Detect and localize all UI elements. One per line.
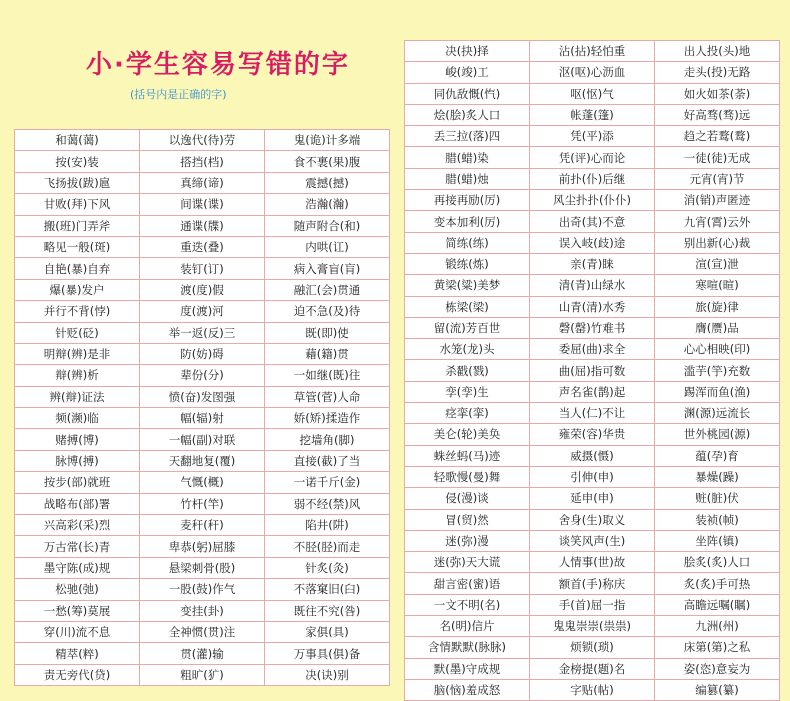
word-cell: 装钉(订) [140, 258, 265, 279]
word-cell: 按(安)装 [15, 151, 140, 172]
word-cell: 山青(清)水秀 [530, 296, 655, 317]
table-row [405, 445, 780, 466]
table-row [15, 643, 390, 664]
word-cell: 明辩(辨)是非 [15, 343, 140, 364]
word-cell: 娇(矫)揉造作 [265, 408, 390, 429]
word-cell: 前扑(仆)后继 [530, 168, 655, 189]
word-cell: 一愁(筹)莫展 [15, 600, 140, 621]
table-row [15, 365, 390, 386]
word-cell: 不落窠旧(臼) [265, 579, 390, 600]
word-cell: 呕(怄)气 [530, 83, 655, 104]
word-cell: 一如继(既)往 [265, 365, 390, 386]
table-row [15, 536, 390, 557]
word-cell: 略见一般(斑) [15, 236, 140, 257]
word-cell: 度(渡)河 [140, 301, 265, 322]
table-row [405, 190, 780, 211]
word-cell: 曲(屈)指可数 [530, 360, 655, 381]
word-cell: 九洲(州) [655, 616, 780, 637]
table-row [405, 253, 780, 274]
table-row [15, 472, 390, 493]
word-cell: 雍荣(容)华贵 [530, 424, 655, 445]
word-cell: 迷(弥)天大谎 [405, 552, 530, 573]
word-cell: 赌搏(博) [15, 429, 140, 450]
word-cell: 走头(投)无路 [655, 62, 780, 83]
word-cell: 穿(川)流不息 [15, 621, 140, 642]
word-cell: 直接(截)了当 [265, 450, 390, 471]
word-cell: 鬼鬼崇崇(祟祟) [530, 616, 655, 637]
word-cell: 孪(孪)生 [405, 381, 530, 402]
table-row [15, 215, 390, 236]
table-row [405, 317, 780, 338]
word-cell: 引伸(申) [530, 466, 655, 487]
word-cell: 爆(暴)发户 [15, 279, 140, 300]
table-row [405, 381, 780, 402]
table-row [405, 424, 780, 445]
word-cell: 亲(青)睐 [530, 253, 655, 274]
word-cell: 辨(辩)证法 [15, 386, 140, 407]
word-cell: 清(青)山绿水 [530, 275, 655, 296]
word-cell: 再接再励(厉) [405, 190, 530, 211]
table-row [405, 530, 780, 551]
word-cell: 延申(申) [530, 488, 655, 509]
word-cell: 既往不究(咎) [265, 600, 390, 621]
word-cell: 蕴(孕)育 [655, 445, 780, 466]
table-row [405, 296, 780, 317]
word-cell: 迫不急(及)待 [265, 301, 390, 322]
table-row [15, 151, 390, 172]
word-cell: 误入岐(歧)途 [530, 232, 655, 253]
word-cell: 一诺千斤(金) [265, 472, 390, 493]
word-cell: 浩瀚(瀚) [265, 194, 390, 215]
table-row [405, 275, 780, 296]
word-cell: 通谍(牒) [140, 215, 265, 236]
table-row [405, 232, 780, 253]
word-cell: 挖墙角(脚) [265, 429, 390, 450]
word-cell: 人情事(世)故 [530, 552, 655, 573]
word-cell: 悬梁刺骨(股) [140, 557, 265, 578]
word-cell: 名(明)信片 [405, 616, 530, 637]
word-cell: 决(诀)别 [265, 664, 390, 685]
word-cell: 沤(呕)心沥血 [530, 62, 655, 83]
table-row [15, 408, 390, 429]
left-word-table [14, 129, 390, 686]
word-cell: 装祯(帧) [655, 509, 780, 530]
word-cell: 天翻地复(覆) [140, 450, 265, 471]
word-cell: 腊(蜡)染 [405, 147, 530, 168]
table-row [405, 168, 780, 189]
word-cell: 陷井(阱) [265, 515, 390, 536]
page-subtitle: (括号内是正确的字) [130, 88, 227, 101]
word-cell: 含情默默(脉脉) [405, 637, 530, 658]
table-row [405, 104, 780, 125]
table-row [405, 211, 780, 232]
word-cell: 渲(宣)泄 [655, 253, 780, 274]
word-cell: 家俱(具) [265, 621, 390, 642]
table-row [15, 386, 390, 407]
table-row [405, 466, 780, 487]
word-cell: 不胫(胫)而走 [265, 536, 390, 557]
word-cell: 金榜提(题)名 [530, 658, 655, 679]
word-cell: 渡(度)假 [140, 279, 265, 300]
table-row [405, 679, 780, 700]
word-cell: 针炙(灸) [265, 557, 390, 578]
word-cell: 搭挡(档) [140, 151, 265, 172]
word-cell: 渊(源)远流长 [655, 403, 780, 424]
word-cell: 旅(旋)律 [655, 296, 780, 317]
word-cell: 一股(鼓)作气 [140, 579, 265, 600]
word-cell: 冒(贸)然 [405, 509, 530, 530]
word-cell: 脑(恼)羞成怒 [405, 679, 530, 700]
word-cell: 幅(辐)射 [140, 408, 265, 429]
table-row [405, 616, 780, 637]
word-cell: 凭(评)心而论 [530, 147, 655, 168]
table-row [15, 493, 390, 514]
word-cell: 频(濒)临 [15, 408, 140, 429]
page-title: 小·学生容易写错的字 [86, 50, 350, 80]
word-cell: 精萃(粹) [15, 643, 140, 664]
table-row [15, 343, 390, 364]
word-cell: 内哄(讧) [265, 236, 390, 257]
word-cell: 高瞻远嘱(瞩) [655, 594, 780, 615]
word-cell: 一徒(徒)无成 [655, 147, 780, 168]
word-cell: 沾(拈)轻怕重 [530, 41, 655, 62]
word-cell: 食不裹(果)腹 [265, 151, 390, 172]
word-cell: 默(墨)守成规 [405, 658, 530, 679]
word-cell: 赃(脏)伏 [655, 488, 780, 509]
table-row [405, 62, 780, 83]
word-cell: 气慨(概) [140, 472, 265, 493]
table-row [15, 236, 390, 257]
word-cell: 炙(炙)手可热 [655, 573, 780, 594]
word-cell: 万古常(长)青 [15, 536, 140, 557]
word-cell: 卑恭(躬)屈膝 [140, 536, 265, 557]
word-cell: 好高骛(骛)远 [655, 104, 780, 125]
word-cell: 辩(辨)析 [15, 365, 140, 386]
word-cell: 轻歌慢(曼)舞 [405, 466, 530, 487]
word-cell: 膺(赝)品 [655, 317, 780, 338]
word-cell: 字贴(帖) [530, 679, 655, 700]
word-cell: 战略布(部)署 [15, 493, 140, 514]
word-cell: 烩(脍)炙人口 [405, 104, 530, 125]
word-cell: 出奇(其)不意 [530, 211, 655, 232]
word-cell: 弱不经(禁)风 [265, 493, 390, 514]
word-cell: 并行不背(悖) [15, 301, 140, 322]
table-row [405, 509, 780, 530]
table-row [15, 429, 390, 450]
table-row [405, 637, 780, 658]
word-cell: 以逸代(待)劳 [140, 130, 265, 151]
word-cell: 水笼(龙)头 [405, 339, 530, 360]
word-cell: 按步(部)就班 [15, 472, 140, 493]
table-row [405, 360, 780, 381]
word-cell: 一文不明(名) [405, 594, 530, 615]
word-cell: 出人投(头)地 [655, 41, 780, 62]
table-row [15, 515, 390, 536]
table-row [15, 194, 390, 215]
word-cell: 寒喧(暄) [655, 275, 780, 296]
word-cell: 震撼(撼) [265, 172, 390, 193]
word-cell: 迷(弥)漫 [405, 530, 530, 551]
word-cell: 防(妨)碍 [140, 343, 265, 364]
table-row [15, 301, 390, 322]
table-row [405, 403, 780, 424]
word-cell: 和蔼(蔼) [15, 130, 140, 151]
word-cell: 心心相映(印) [655, 339, 780, 360]
word-cell: 腊(蜡)烛 [405, 168, 530, 189]
table-row [15, 450, 390, 471]
word-cell: 兴高彩(采)烈 [15, 515, 140, 536]
word-cell: 松驰(弛) [15, 579, 140, 600]
word-cell: 手(首)屈一指 [530, 594, 655, 615]
word-cell: 飞扬拔(跋)扈 [15, 172, 140, 193]
word-cell: 藉(籍)贯 [265, 343, 390, 364]
word-cell: 真缔(谛) [140, 172, 265, 193]
word-cell: 姿(恣)意妄为 [655, 658, 780, 679]
table-row [405, 594, 780, 615]
word-cell: 既(即)使 [265, 322, 390, 343]
word-cell: 元宵(宵)节 [655, 168, 780, 189]
right-word-table [404, 40, 780, 701]
table-row [15, 172, 390, 193]
word-cell: 风尘扑扑(仆仆) [530, 190, 655, 211]
word-cell: 墨守陈(成)规 [15, 557, 140, 578]
word-cell: 融汇(会)贯通 [265, 279, 390, 300]
word-cell: 责无旁代(贷) [15, 664, 140, 685]
word-cell: 帐蓬(篷) [530, 104, 655, 125]
word-cell: 变挂(卦) [140, 600, 265, 621]
table-row [405, 658, 780, 679]
table-row [15, 279, 390, 300]
word-cell: 世外桃园(源) [655, 424, 780, 445]
table-row [15, 664, 390, 685]
word-cell: 脍炙(炙)人口 [655, 552, 780, 573]
word-cell: 消(销)声匿迹 [655, 190, 780, 211]
word-cell: 委屈(曲)求全 [530, 339, 655, 360]
word-cell: 床第(第)之私 [655, 637, 780, 658]
word-cell: 辈份(分) [140, 365, 265, 386]
word-cell: 声名雀(鹊)起 [530, 381, 655, 402]
word-cell: 坐阵(镇) [655, 530, 780, 551]
word-cell: 全神惯(贯)注 [140, 621, 265, 642]
word-cell: 如火如茶(荼) [655, 83, 780, 104]
table-row [405, 126, 780, 147]
word-cell: 麦秆(秆) [140, 515, 265, 536]
word-cell: 舍身(生)取义 [530, 509, 655, 530]
word-cell: 美仑(轮)美奂 [405, 424, 530, 445]
word-cell: 竹杆(竿) [140, 493, 265, 514]
table-row [405, 147, 780, 168]
word-cell: 自艳(暴)自弃 [15, 258, 140, 279]
table-row [15, 322, 390, 343]
word-cell: 滥芋(竽)充数 [655, 360, 780, 381]
table-row [15, 130, 390, 151]
word-cell: 烦锁(琐) [530, 637, 655, 658]
word-cell: 编篡(纂) [655, 679, 780, 700]
word-cell: 踢浑而鱼(渔) [655, 381, 780, 402]
table-row [405, 83, 780, 104]
table-row [15, 579, 390, 600]
word-cell: 愤(奋)发图强 [140, 386, 265, 407]
word-cell: 暴燥(躁) [655, 466, 780, 487]
word-cell: 额首(手)称庆 [530, 573, 655, 594]
word-cell: 别出新(心)裁 [655, 232, 780, 253]
word-cell: 黄梁(粱)美梦 [405, 275, 530, 296]
word-cell: 留(流)芳百世 [405, 317, 530, 338]
word-cell: 凭(平)添 [530, 126, 655, 147]
word-cell: 变本加利(厉) [405, 211, 530, 232]
word-cell: 重迭(叠) [140, 236, 265, 257]
word-cell: 栋梁(梁) [405, 296, 530, 317]
word-cell: 脉博(搏) [15, 450, 140, 471]
word-cell: 同仇敌慨(忾) [405, 83, 530, 104]
word-cell: 草管(菅)人命 [265, 386, 390, 407]
table-row [405, 488, 780, 509]
word-cell: 丢三拉(落)四 [405, 126, 530, 147]
table-row [405, 552, 780, 573]
table-row [405, 41, 780, 62]
word-cell: 当人(仁)不让 [530, 403, 655, 424]
table-row [15, 621, 390, 642]
word-cell: 搬(班)门弄斧 [15, 215, 140, 236]
word-cell: 谈笑风声(生) [530, 530, 655, 551]
word-cell: 粗旷(犷) [140, 664, 265, 685]
word-cell: 杀戳(戮) [405, 360, 530, 381]
word-cell: 痉挛(挛) [405, 403, 530, 424]
word-cell: 侵(漫)谈 [405, 488, 530, 509]
word-cell: 决(抉)择 [405, 41, 530, 62]
word-cell: 趋之若鹜(鹜) [655, 126, 780, 147]
word-cell: 甘败(拜)下风 [15, 194, 140, 215]
word-cell: 病入膏盲(肓) [265, 258, 390, 279]
word-cell: 贯(灌)输 [140, 643, 265, 664]
word-cell: 甜言密(蜜)语 [405, 573, 530, 594]
word-cell: 随声附合(和) [265, 215, 390, 236]
word-cell: 一幅(副)对联 [140, 429, 265, 450]
table-row [15, 600, 390, 621]
word-cell: 威摄(慑) [530, 445, 655, 466]
word-cell: 锻练(炼) [405, 253, 530, 274]
word-cell: 蛛丝蚂(马)迹 [405, 445, 530, 466]
table-row [15, 258, 390, 279]
word-cell: 间谍(谍) [140, 194, 265, 215]
word-cell: 九宵(霄)云外 [655, 211, 780, 232]
word-cell: 峻(竣)工 [405, 62, 530, 83]
word-cell: 举一返(反)三 [140, 322, 265, 343]
word-cell: 磬(罄)竹难书 [530, 317, 655, 338]
word-cell: 鬼(诡)计多端 [265, 130, 390, 151]
table-row [15, 557, 390, 578]
word-cell: 针贬(砭) [15, 322, 140, 343]
word-cell: 简练(练) [405, 232, 530, 253]
table-row [405, 573, 780, 594]
table-row [405, 339, 780, 360]
word-cell: 万事具(俱)备 [265, 643, 390, 664]
